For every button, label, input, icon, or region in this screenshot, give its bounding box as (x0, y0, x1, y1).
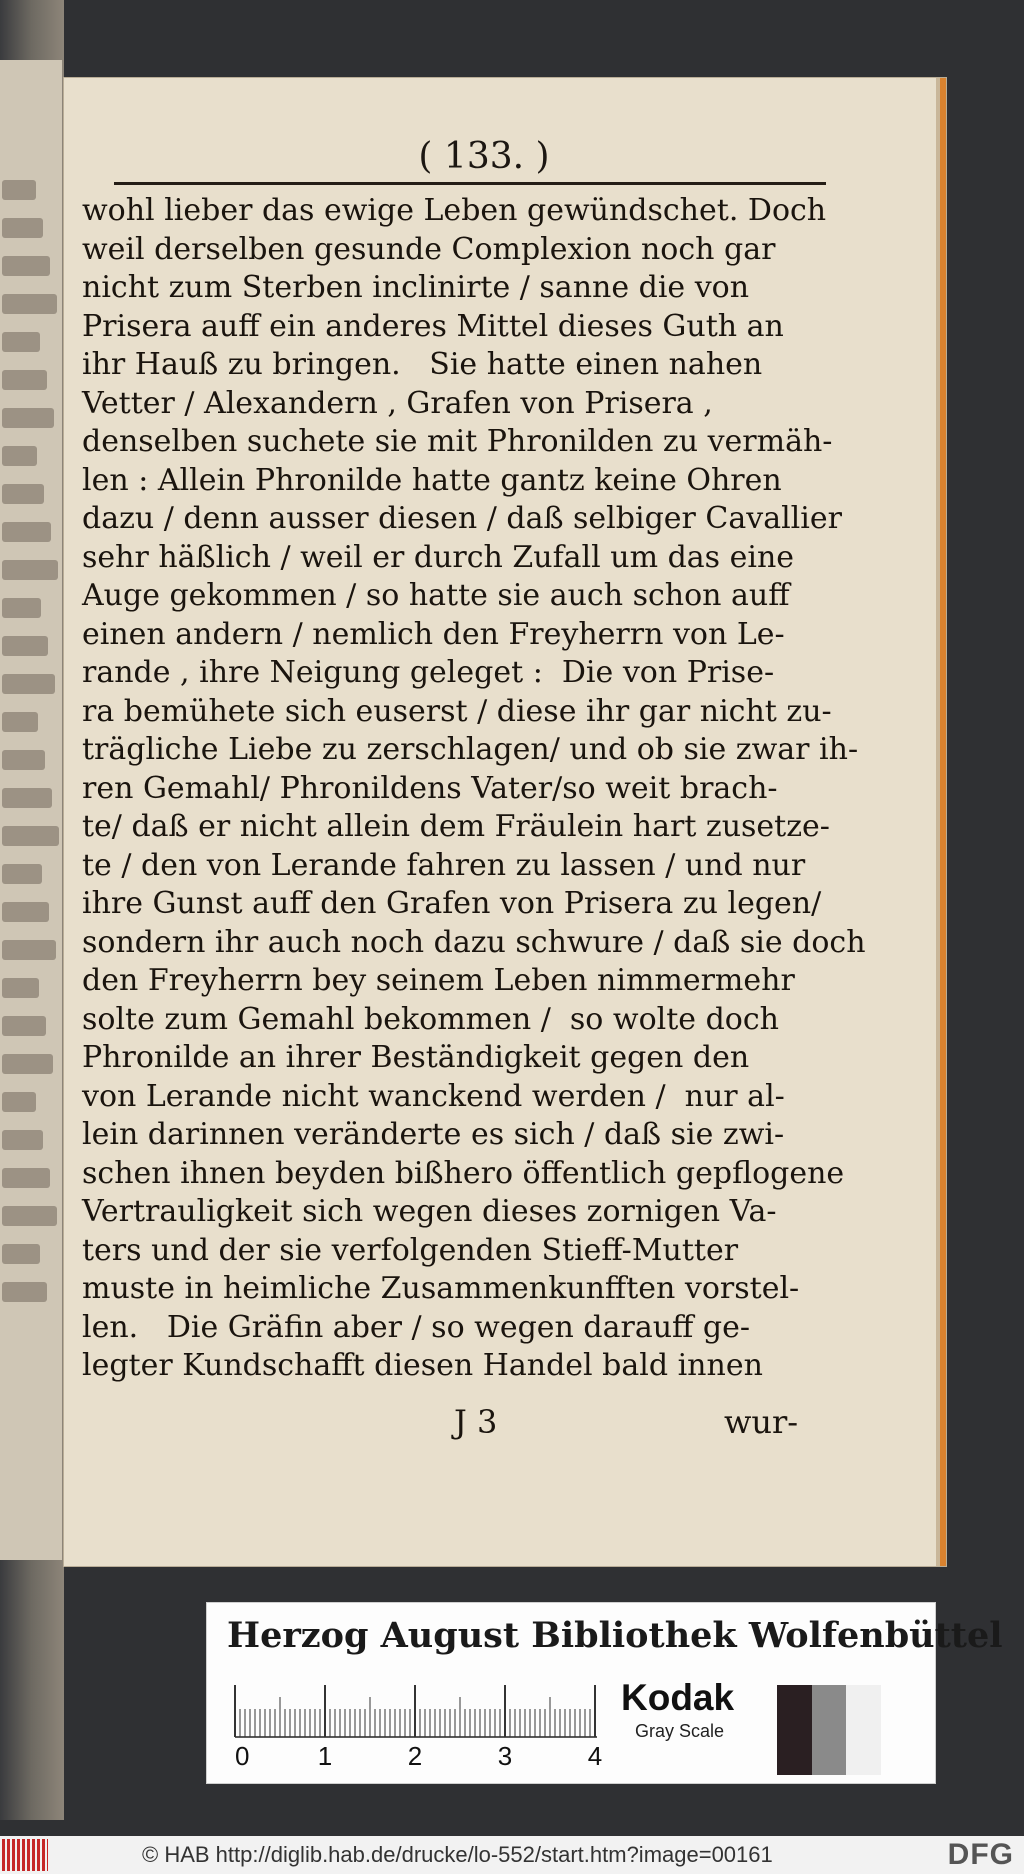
text-line: te/ daß er nicht allein dem Fräulein hart zusetze- (82, 809, 830, 844)
text-line: Prisera auff ein anderes Mittel dieses Guth an (82, 308, 784, 344)
bleed-through-text (2, 826, 59, 846)
bleed-through-text (2, 1092, 36, 1112)
bleed-through-text (2, 332, 40, 352)
text-line: legter Kundschafft diesen Handel bald innen (82, 1348, 763, 1383)
text-line: Vertrauligkeit sich wegen dieses zornigen Va- (82, 1194, 777, 1229)
text-line: den Freyherrn bey seinem Leben nimmermehr (82, 963, 795, 998)
text-line: sehr häßlich / weil er durch Zufall um das eine (82, 539, 795, 575)
signature-mark: J 3 (454, 1403, 498, 1441)
text-line: ren Gemahl/ Phronildens Vater/so weit brach- (82, 770, 778, 806)
ruler-scale (227, 1675, 627, 1767)
text-line: len : Allein Phronilde hatte gantz keine Ohren (82, 462, 782, 498)
gray-swatch (846, 1685, 881, 1775)
bleed-through-text (2, 446, 37, 466)
bleed-through-text (2, 864, 42, 884)
text-line: ters und der sie verfolgenden Stieff-Mutter (82, 1232, 739, 1268)
text-line: sondern ihr auch noch dazu schwure / daß sie doch (82, 924, 866, 960)
text-line: von Lerande nicht wanckend werden / nur al- (82, 1078, 785, 1114)
bleed-through-text (2, 256, 50, 276)
ruler-label: 2 (407, 1741, 423, 1767)
ruler-label: 4 (587, 1741, 603, 1767)
text-line: weil derselben gesunde Complexion noch gar (82, 231, 776, 267)
bleed-through-text (2, 636, 48, 656)
page-text (82, 192, 866, 1386)
barcode-icon (2, 1839, 48, 1871)
bleed-through-text (2, 978, 39, 998)
gray-swatch (812, 1685, 847, 1775)
text-line: nicht zum Sterben inclinirte / sanne die von (82, 270, 750, 305)
bleed-through-text (2, 1244, 40, 1264)
book-page (64, 78, 946, 1566)
facing-page-edge (0, 60, 62, 1560)
bleed-through-text (2, 1130, 43, 1150)
gray-swatch (777, 1685, 812, 1775)
bleed-through-text (2, 370, 47, 390)
bleed-through-text (2, 522, 51, 542)
bleed-through-text (2, 1054, 53, 1074)
text-line: lein darinnen veränderte es sich / daß sie zwi- (82, 1117, 785, 1152)
bleed-through-text (2, 902, 49, 922)
text-line: trägliche Liebe zu zerschlagen/ und ob sie zwar ih- (82, 732, 859, 767)
bleed-through-text (2, 1016, 46, 1036)
bleed-through-text (2, 218, 43, 238)
text-line: ra bemühete sich euserst / diese ihr gar nicht zu- (82, 693, 832, 729)
bleed-through-text (2, 712, 38, 732)
color-reference-card (206, 1602, 1003, 1784)
ruler-label: 1 (317, 1741, 333, 1767)
footer-url[interactable]: © HAB http://diglib.hab.de/drucke/lo-552/start.htm?image=00161 (142, 1842, 773, 1867)
bleed-through-text (2, 294, 57, 314)
text-line: dazu / denn ausser diesen / daß selbiger Cavallier (82, 501, 842, 536)
header-rule (114, 182, 826, 185)
bleed-through-text (2, 180, 36, 200)
text-line: ihr Hauß zu bringen. Sie hatte einen nahen (82, 347, 763, 382)
bleed-through-text (2, 788, 52, 808)
bleed-through-text (2, 560, 58, 580)
page-number: ( 133. ) (418, 136, 550, 177)
gray-swatches (777, 1685, 881, 1775)
bleed-through-text (2, 1168, 50, 1188)
ruler-label: 3 (497, 1741, 513, 1767)
ruler-label: 0 (235, 1741, 250, 1767)
text-line: Vetter / Alexandern , Grafen von Prisera , (82, 385, 713, 421)
library-name: Herzog August Bibliothek Wolfenbüttel (227, 1615, 1003, 1656)
bleed-through-text (2, 940, 56, 960)
text-line: solte zum Gemahl bekommen / so wolte doch (82, 1001, 779, 1037)
text-line: Phronilde an ihrer Beständigkeit gegen den (82, 1040, 750, 1075)
text-line: wohl lieber das ewige Leben gewündschet. Doch (82, 193, 827, 228)
gray-scale-label: Gray Scale (635, 1721, 725, 1741)
bleed-through-text (2, 750, 45, 770)
text-line: len. Die Gräfin aber / so wegen darauff ge- (82, 1309, 750, 1345)
bleed-through-text (2, 408, 54, 428)
footer-bar (0, 1836, 1024, 1874)
text-line: einen andern / nemlich den Freyherrn von Le- (82, 616, 785, 652)
bleed-through-text (2, 484, 44, 504)
text-line: Auge gekommen / so hatte sie auch schon auff (82, 578, 790, 613)
bleed-through-text (2, 1206, 57, 1226)
catchword: wur- (724, 1403, 799, 1441)
text-line: ihre Gunst auff den Grafen von Prisera zu legen/ (82, 886, 822, 921)
bleed-through-text (2, 598, 41, 618)
text-line: te / den von Lerande fahren zu lassen / und nur (82, 847, 806, 883)
text-line: rande , ihre Neigung geleget : Die von Prise- (82, 655, 775, 690)
bleed-through-text (2, 674, 55, 694)
dfg-logo: DFG (947, 1838, 1014, 1871)
text-line: denselben suchete sie mit Phronilden zu vermäh- (82, 424, 833, 459)
text-line: schen ihnen beyden bißhero öffentlich gepflogene (82, 1155, 845, 1191)
text-line: muste in heimliche Zusammenkunfften vorstel- (82, 1271, 800, 1306)
bleed-through-text (2, 1282, 47, 1302)
kodak-logo: Kodak (621, 1677, 735, 1718)
